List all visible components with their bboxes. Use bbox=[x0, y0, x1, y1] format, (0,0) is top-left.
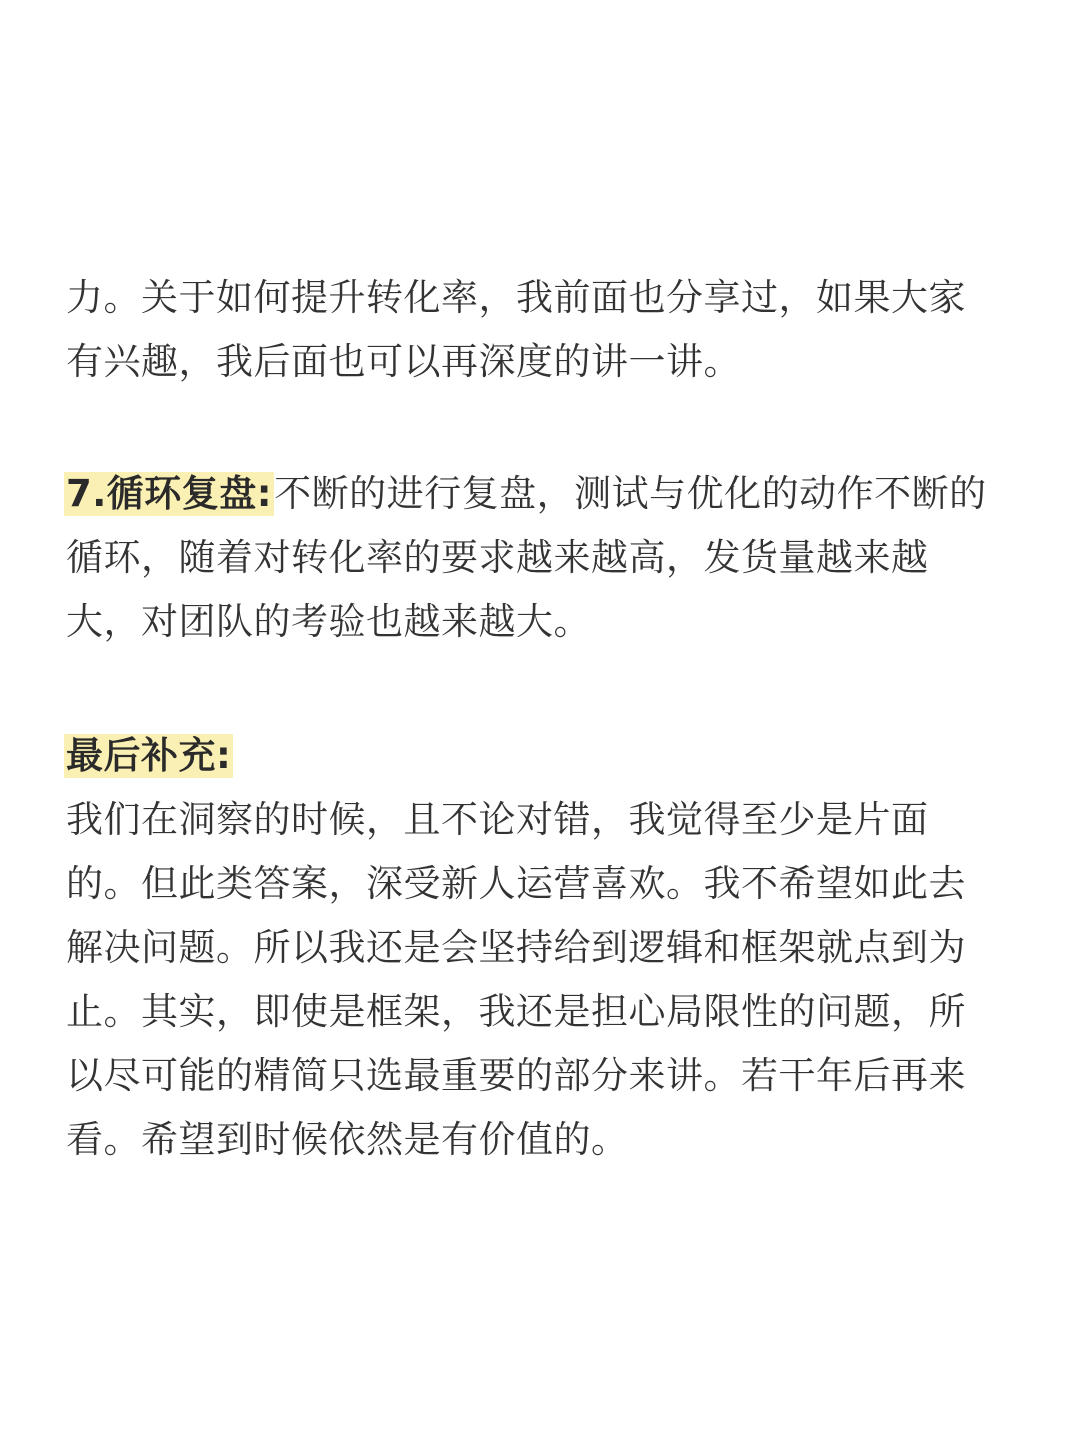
text-line: 有兴趣，我后面也可以再深度的讲一讲。 bbox=[66, 340, 741, 383]
section-final-note bbox=[66, 724, 1016, 1172]
text-line: 我们在洞察的时候，且不论对错，我觉得至少是片面 bbox=[66, 798, 929, 841]
section-cycle-review bbox=[66, 462, 1016, 654]
text-line: 的。但此类答案，深受新人运营喜欢。我不希望如此去 bbox=[66, 862, 966, 905]
section-text: 不断的进行复盘，测试与优化的动作不断的 bbox=[274, 472, 987, 515]
text-line bbox=[66, 462, 1016, 526]
text-line: 大，对团队的考验也越来越大。 bbox=[66, 600, 591, 643]
text-line: 以尽可能的精简只选最重要的部分来讲。若干年后再来 bbox=[66, 1054, 966, 1097]
text-line: 止。其实，即使是框架，我还是担心局限性的问题，所 bbox=[66, 990, 966, 1033]
section-heading-highlight: 7.循环复盘: bbox=[66, 472, 273, 515]
paragraph-conversion-rate bbox=[66, 266, 1016, 394]
text-line: 解决问题。所以我还是会坚持给到逻辑和框架就点到为 bbox=[66, 926, 966, 969]
text-line: 力。关于如何提升转化率，我前面也分享过，如果大家 bbox=[66, 276, 966, 319]
section-heading-highlight: 最后补充: bbox=[66, 734, 232, 777]
text-line bbox=[66, 724, 1016, 788]
text-line: 看。希望到时候依然是有价值的。 bbox=[66, 1118, 629, 1161]
text-line: 循环，随着对转化率的要求越来越高，发货量越来越 bbox=[66, 536, 929, 579]
